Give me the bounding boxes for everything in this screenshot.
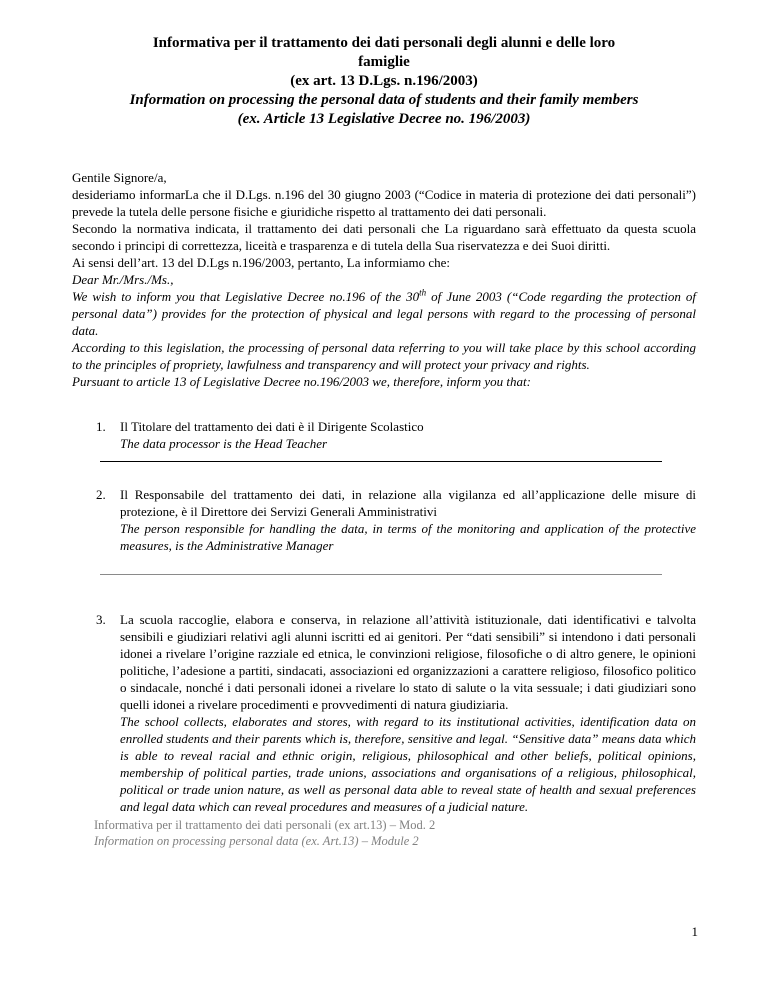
intro-section — [72, 169, 696, 390]
list-item-1-text-en: The data processor is the Head Teacher — [120, 436, 328, 451]
list-item-3-text-it: La scuola raccoglie, elabora e conserva, in relazione all’attività istituzionale, dati identificativi e talvolta sensibili e giudiziari relativi agli alunni iscritti ed ai genitori. Per “dati sensibili” si intendono i dati personali idonei a rivelare l’origine razziale ed etnica, le convinzioni religiose, filosofiche o di altro genere, le opinioni politiche, l’adesione a partiti, sindacati, associazioni ed organizzazioni a carattere religioso, filosofico politico o sindacale, nonché i dati personali idonei a rivelare lo stato di salute o la vita sessuale; i dati giudiziari sono quelli idonei a rivelare procedimenti e provvedimenti di natura giudiziaria. — [120, 612, 696, 712]
ordinal-superscript: th — [419, 287, 427, 298]
list-item-3 — [72, 611, 696, 815]
list-item-2-body — [120, 486, 696, 554]
list-item-1-body — [120, 418, 696, 452]
list-item-2-text-it: Il Responsabile del trattamento dei dati, in relazione alla vigilanza ed all’applicazione delle misure di protezione, è il Direttore dei Servizi Generali Amministrativi — [120, 487, 696, 519]
document-footer — [94, 817, 696, 849]
title-line-it-2: famiglie — [358, 54, 410, 70]
list-item-1-text-it: Il Titolare del trattamento dei dati è il Dirigente Scolastico — [120, 419, 424, 434]
salutation-it: Gentile Signore/a, — [72, 170, 167, 185]
document-title-block — [72, 34, 696, 129]
footer-line-en: Information on processing personal data (ex. Art.13) – Module 2 — [94, 834, 419, 848]
page-number: 1 — [691, 924, 698, 939]
intro-en-p1-text-cont: of June 2003 (“Code regarding the protection of personal data”) provides for the protection of physical and legal persons with regard to the processing of personal data. — [72, 289, 696, 338]
divider-2 — [100, 574, 662, 575]
intro-en-p1-text: We wish to inform you that Legislative Decree no.196 of the 30 — [72, 289, 420, 304]
footer-line-it: Informativa per il trattamento dei dati personali (ex art.13) – Mod. 2 — [94, 818, 436, 832]
list-item-2-number: 2. — [96, 487, 106, 502]
list-item-3-number: 3. — [96, 612, 106, 627]
title-line-en: Information on processing the personal data of students and their family members — [129, 92, 639, 108]
intro-it-paragraph-2: Secondo la normativa indicata, il trattamento dei dati personali che La riguardano sarà effettuato da questa scuola secondo i principi di correttezza, liceità e trasparenza e di tutela della Sua riservatezza e dei Suoi diritti. — [72, 221, 696, 253]
list-item-1-number: 1. — [96, 419, 106, 434]
salutation-en: Dear Mr./Mrs./Ms., — [72, 272, 174, 287]
intro-en-paragraph-3: Pursuant to article 13 of Legislative Decree no.196/2003 we, therefore, inform you that: — [72, 374, 531, 389]
divider-1 — [100, 461, 662, 462]
list-item-3-text-en: The school collects, elaborates and stores, with regard to its institutional activities, identification data on enrolled students and their parents which is, therefore, sensitive and legal. “Sensitive data” means data which is able to reveal racial and ethnic origin, religious, philosophical and other beliefs, political opinions, membership of political parties, trade unions, associations and organisations of a religious, philosophical, political or trade union nature, as well as personal data able to reveal state of health and sexual preferences and legal data which can reveal procedures and measures of a judicial nature. — [120, 714, 696, 814]
title-line-it-1: Informativa per il trattamento dei dati personali degli alunni e delle loro — [152, 35, 616, 51]
title-decree-it: (ex art. 13 D.Lgs. n.196/2003) — [290, 73, 478, 89]
intro-it-paragraph-1: desideriamo informarLa che il D.Lgs. n.196 del 30 giugno 2003 (“Codice in materia di protezione dei dati personali”) prevede la tutela delle persone fisiche e giuridiche rispetto al trattamento dei dati personali. — [72, 187, 696, 219]
list-item-2-text-en: The person responsible for handling the data, in terms of the monitoring and application of the protective measures, is the Administrative Manager — [120, 521, 696, 553]
list-item-3-body — [120, 611, 696, 815]
list-item-1 — [72, 418, 696, 452]
title-decree-en: (ex. Article 13 Legislative Decree no. 196/2003) — [237, 111, 531, 127]
intro-it-paragraph-3: Ai sensi dell’art. 13 del D.Lgs n.196/2003, pertanto, La informiamo che: — [72, 255, 450, 270]
intro-en-paragraph-1 — [72, 288, 696, 339]
list-item-2 — [72, 486, 696, 554]
intro-en-paragraph-2: According to this legislation, the processing of personal data referring to you will take place by this school according to the principles of propriety, lawfulness and transparency and will protect your privacy and rights. — [72, 340, 696, 372]
